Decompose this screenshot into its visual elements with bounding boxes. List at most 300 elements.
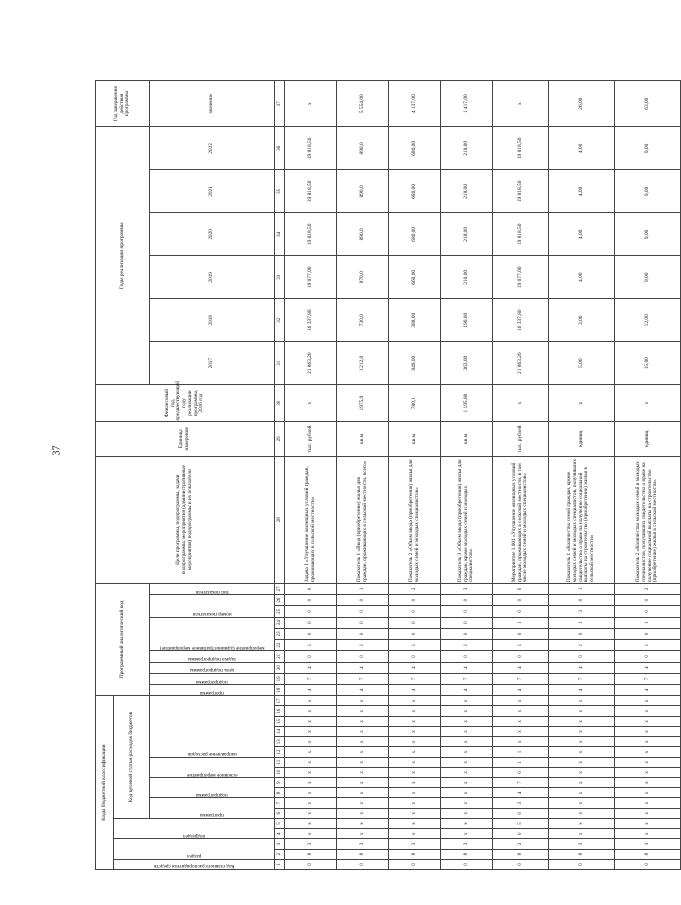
code-cell: 7 [493,778,549,788]
code-cell: 0 [441,617,493,628]
column-number: 34 [275,213,285,256]
code-cell: х [285,808,337,818]
year-value: 9,00 [615,256,681,299]
code-cell: х [549,706,615,716]
program-analytic-header: Программный аналитический код [96,583,150,696]
column-number: 35 [275,170,285,213]
code-cell: х [389,716,441,726]
column-number: 18 [275,685,285,696]
unit-header: Единица измерения [96,422,275,457]
code-cell: 4 [285,685,337,696]
column-number: 16 [275,706,285,716]
column-number: 4 [275,829,285,839]
code-cell: 8 [549,849,615,859]
code-cell: х [441,757,493,767]
table-row [441,81,493,870]
code-cell: х [337,726,389,736]
code-cell: х [549,747,615,757]
code-cell: 1 [285,640,337,651]
code-cell: х [285,788,337,798]
code-cell: х [441,798,493,808]
code-cell: х [615,747,681,757]
year-value: 16 337,80 [493,299,549,342]
year-value: 890,0 [337,170,389,213]
column-number: 12 [275,747,285,757]
code-cell: 0 [493,651,549,662]
year-value: 19 818,50 [285,127,337,170]
code-cell: 8 [441,849,493,859]
target-article-header: Код целевой статьи расходов бюджетов [114,696,150,819]
code-cell: 0 [285,859,337,869]
code-cell: 0 [389,859,441,869]
code-cell: 3 [493,839,549,849]
column-number: 31 [275,342,285,385]
year-value: 4,00 [549,127,615,170]
code-cell: х [285,747,337,757]
code-cell: х [441,726,493,736]
code-cell: х [337,798,389,808]
year-value: 19 818,50 [493,127,549,170]
code-cell: х [549,808,615,818]
column-number: 36 [275,127,285,170]
code-cell: х [615,798,681,808]
code-cell: х [389,798,441,808]
column-number: 21 [275,651,285,662]
code-cell: 1 [493,640,549,651]
subprog-a-header: подпрограмма [196,678,228,685]
code-cell: 3 [615,839,681,849]
base-year-value: х [549,385,615,422]
code-cell: 0 [285,617,337,628]
code-cell: х [549,818,615,828]
code-cell: х [285,778,337,788]
unit-cell: кв.м [389,422,441,457]
code-cell: 3 [549,606,615,617]
row-name: Показатель 2 «Объем ввода (приобретения) жилья для молодых семей и молодых специалистов» [389,456,441,583]
row-name: Мероприятие 1.001 «Улучшение жилищных условий граждан, проживающих в сельской местности, в том числе молодых семей и молодых специалистов» [493,456,549,583]
code-cell: 0 [615,595,681,606]
column-number: 26 [275,595,285,606]
year-2020-header: 2020 [150,213,275,256]
code-cell: 0 [441,606,493,617]
year-value: 218,00 [441,213,493,256]
column-number: 5 [275,818,285,828]
year-value: 190,00 [441,299,493,342]
code-cell: 4 [615,662,681,673]
code-cell: х [337,757,389,767]
table-wrapper [95,80,659,870]
year-value: 363,00 [441,342,493,385]
base-year-value: 1975,9 [337,385,389,422]
code-cell: х [549,716,615,726]
total-value: 5 554,00 [337,81,389,127]
code-cell: 7 [493,673,549,684]
code-cell: 0 [615,651,681,662]
code-cell: 4 [441,685,493,696]
code-cell: 0 [285,595,337,606]
code-cell: х [549,778,615,788]
code-cell: 1 [337,640,389,651]
year-value: 210,00 [441,256,493,299]
year-value: 218,00 [441,170,493,213]
table-row [615,81,681,870]
code-cell: 1 [493,757,549,767]
year-value: 9,00 [615,213,681,256]
year-value: 890,0 [337,213,389,256]
page-number: 37 [51,445,63,456]
column-number: 29 [275,422,285,457]
year-value: 849,00 [389,342,441,385]
code-cell: 0 [493,859,549,869]
table-row [549,81,615,870]
code-cell: 7 [441,673,493,684]
code-cell: 2 [615,583,681,594]
subprogram-code-header: подпрограмма [196,791,228,798]
year-value: 680,00 [389,127,441,170]
unit-cell: тыс. рублей [285,422,337,457]
base-year-value: х [285,385,337,422]
table-row [389,81,441,870]
code-cell: х [389,706,441,716]
column-number: 7 [275,798,285,808]
code-cell: 0 [493,808,549,818]
year-value: 4,00 [549,170,615,213]
total-value: 63,00 [615,81,681,127]
code-cell: х [549,726,615,736]
code-cell: х [285,737,337,747]
financing-header: Финансовый год, предшествующий году реализации программы, 2016 год [96,385,275,422]
code-cell: 0 [615,606,681,617]
code-cell: 7 [549,673,615,684]
column-number: 22 [275,640,285,651]
code-cell: х [549,788,615,798]
code-cell: х [285,798,337,808]
code-cell: 0 [337,859,389,869]
year-2021-header: 2021 [150,170,275,213]
year-value: 388,00 [389,299,441,342]
code-cell: 4 [549,685,615,696]
column-number: 20 [275,662,285,673]
code-cell: х [337,778,389,788]
code-cell: 0 [337,651,389,662]
code-cell: х [441,778,493,788]
year-value: 4,00 [549,213,615,256]
total-value: 26,00 [549,81,615,127]
code-cell: 4 [615,685,681,696]
code-cell: х [615,696,681,706]
year-2019-header: 2019 [150,256,275,299]
column-number: 10 [275,767,285,777]
code-cell: 4 [493,685,549,696]
code-cell: х [285,706,337,716]
budget-class-header: Коды бюджетной классификации [96,696,114,870]
code-cell: 8 [285,849,337,859]
year-value: 19 818,50 [493,170,549,213]
code-cell: х [389,778,441,788]
program-code-header: программа [200,812,224,819]
code-cell: 0 [493,583,549,594]
code-cell: 1 [337,583,389,594]
column-number: 33 [275,256,285,299]
year-value: 4,00 [549,256,615,299]
code-cell: х [615,818,681,828]
year-value: 890,0 [337,127,389,170]
code-cell: 0 [549,628,615,639]
year-value: 19 077,00 [285,256,337,299]
unit-cell: единиц [549,422,615,457]
code-cell: 1 [389,640,441,651]
column-number: 14 [275,726,285,736]
code-cell: 4 [337,662,389,673]
task-a-header: цель подпрограммы [189,667,235,674]
column-number: 3 [275,839,285,849]
year-value: 660,00 [389,256,441,299]
code-cell: х [615,808,681,818]
table-body [285,81,681,870]
code-cell: 0 [549,651,615,662]
code-cell: х [493,706,549,716]
code-cell: х [441,788,493,798]
column-number: 23 [275,628,285,639]
code-cell: х [549,767,615,777]
column-number: 8 [275,788,285,798]
code-cell: 3 [337,839,389,849]
code-cell: 3 [549,839,615,849]
code-cell: х [389,737,441,747]
code-cell: х [285,716,337,726]
code-cell: х [285,757,337,767]
year-value: 21 863,20 [493,342,549,385]
code-cell: 0 [441,651,493,662]
year-value: 12,00 [615,299,681,342]
unit-cell: единиц [615,422,681,457]
code-cell: х [337,767,389,777]
code-cell: х [549,829,615,839]
code-cell: х [337,829,389,839]
code-cell: 4 [389,685,441,696]
code-cell: 7 [389,673,441,684]
subsection-header: подраздел [182,832,206,839]
code-cell: 1 [493,617,549,628]
column-number: 25 [275,606,285,617]
code-cell: 7 [285,673,337,684]
year-value: 3,00 [549,299,615,342]
code-cell: 0 [389,651,441,662]
code-cell: 4 [389,662,441,673]
code-cell: х [441,716,493,726]
year-2022-header: 2022 [150,127,275,170]
year-value: 9,00 [615,127,681,170]
prog-a-header: программа [200,689,224,696]
code-cell: х [549,798,615,808]
code-cell: 0 [493,829,549,839]
code-cell: х [615,726,681,736]
base-year-value: х [493,385,549,422]
table-row [285,81,337,870]
years-header: Годы реализации программы [96,127,150,385]
code-cell: х [615,829,681,839]
rotated-sheet [95,80,659,870]
year-value: 21 863,20 [285,342,337,385]
code-cell: 3 [389,839,441,849]
column-number: 24 [275,617,285,628]
code-cell: 0 [549,595,615,606]
code-cell: 0 [493,595,549,606]
code-cell: 1 [441,640,493,651]
code-cell: х [389,767,441,777]
code-cell: 0 [285,583,337,594]
code-cell: 0 [493,767,549,777]
code-cell: х [285,767,337,777]
column-number: 17 [275,696,285,706]
direction-header: направление расходов [187,751,237,758]
code-cell: 0 [389,617,441,628]
main-event-header: основное мероприятие [186,771,238,778]
code-cell: х [493,737,549,747]
year-2017-header: 2017 [150,342,275,385]
code-cell: х [549,737,615,747]
code-cell: х [493,696,549,706]
code-cell: х [337,737,389,747]
code-cell: х [389,696,441,706]
column-number: 27 [275,583,285,594]
code-cell: 1 [549,640,615,651]
row-name: Показатель 1 «Ввод (приобретение) жилья для граждан, проживающих в сельской местности, всего» [337,456,389,583]
code-cell: 3 [285,839,337,849]
code-cell: 0 [337,628,389,639]
gov-code-header: Код главного распорядителя средств [153,863,235,870]
code-cell: х [337,747,389,757]
code-cell: 2 [389,583,441,594]
code-cell: 0 [615,628,681,639]
indicator-a-header: номер показателя [192,611,232,618]
code-cell: 8 [337,849,389,859]
code-cell: 0 [615,859,681,869]
code-cell: 5 [493,818,549,828]
year-value: 5,00 [549,342,615,385]
column-number: 9 [275,778,285,788]
program-table [95,80,681,870]
unit-cell: кв.м [337,422,389,457]
year-value: 19 818,50 [493,213,549,256]
code-cell: 4 [493,662,549,673]
code-cell: х [337,818,389,828]
column-number: 15 [275,716,285,726]
code-cell: 3 [441,583,493,594]
code-cell: х [615,757,681,767]
code-cell: х [441,706,493,716]
table-row [493,81,549,870]
total-value: х [285,81,337,127]
code-cell: 0 [493,606,549,617]
code-cell: 0 [493,628,549,639]
code-cell: х [389,726,441,736]
code-cell: 0 [389,606,441,617]
code-cell: 8 [389,849,441,859]
code-cell: х [337,788,389,798]
year-value: 870,0 [337,256,389,299]
code-cell: х [389,808,441,818]
column-number: 32 [275,299,285,342]
code-cell: 3 [441,839,493,849]
year-value: 19 818,50 [285,170,337,213]
row-name: Показатель 3 «Объем ввода (приобретения) жилья для граждан, кроме молодых семей и молодых специалистов» [441,456,493,583]
code-cell: х [441,818,493,828]
code-cell: 7 [615,673,681,684]
code-cell: 4 [337,685,389,696]
code-cell: 0 [337,606,389,617]
total-value: х [493,81,549,127]
code-cell: 0 [549,859,615,869]
code-cell: х [389,829,441,839]
code-cell: х [441,737,493,747]
year-value: 16 337,80 [285,299,337,342]
total-value: 1 417,00 [441,81,493,127]
section-header: раздел [186,853,202,860]
code-cell: х [441,747,493,757]
code-cell: 4 [493,788,549,798]
year-value: 19 818,50 [285,213,337,256]
row-name: Показатель 1 «Количество семей граждан, кроме молодых семей и молодых специалистов, получивших свидетельство о праве на получение социальной выплаты на строительство (приобретение) жилья в сельской местности» [549,456,615,583]
code-cell: 0 [441,595,493,606]
code-cell: х [285,696,337,706]
code-cell: х [441,808,493,818]
column-number: 11 [275,757,285,767]
code-cell: х [549,696,615,706]
column-number: 30 [275,385,285,422]
code-cell: х [615,767,681,777]
code-cell: х [615,737,681,747]
column-numbers-row [275,81,285,870]
name-header: Цели программы, подпрограммы, задачи подпрограммы, мероприятия (административные мероприятия) подпрограммы и их показатели [96,456,275,583]
code-cell: х [337,716,389,726]
column-number: 28 [275,456,285,583]
column-number: 37 [275,81,285,127]
code-cell: х [337,808,389,818]
code-cell: х [389,757,441,767]
code-cell: 8 [615,849,681,859]
year-value: 15,00 [615,342,681,385]
year-value: 680,00 [389,213,441,256]
code-cell: 0 [441,628,493,639]
column-number: 13 [275,737,285,747]
code-cell: 1 [549,617,615,628]
code-cell: 3 [493,798,549,808]
code-cell: 0 [389,628,441,639]
indicator-type-header: тип показателя [195,588,229,595]
year-value: 1212,0 [337,342,389,385]
code-cell: 4 [441,662,493,673]
code-cell: х [493,726,549,736]
code-cell: 7 [337,673,389,684]
code-cell: х [615,716,681,726]
base-year-value: 780,1 [389,385,441,422]
event-a-header: мероприятие (административное мероприятие) [159,644,265,651]
code-cell: х [615,706,681,716]
code-cell: 0 [337,617,389,628]
code-cell: 0 [389,595,441,606]
code-cell: х [549,757,615,767]
code-cell: х [615,788,681,798]
total-value: 4 137,00 [389,81,441,127]
code-cell: х [615,778,681,788]
column-number: 1 [275,859,285,869]
unit-cell: кв.м [441,422,493,457]
year-value: 680,00 [389,170,441,213]
base-year-value: х [615,385,681,422]
row-name: Показатель 2 «Количество молодых семей и молодых специалистов, получивших свидетельство о праве на получение социальной выплаты на строительство (приобретение) жилья в сельской местности» [615,456,681,583]
code-cell: х [493,716,549,726]
